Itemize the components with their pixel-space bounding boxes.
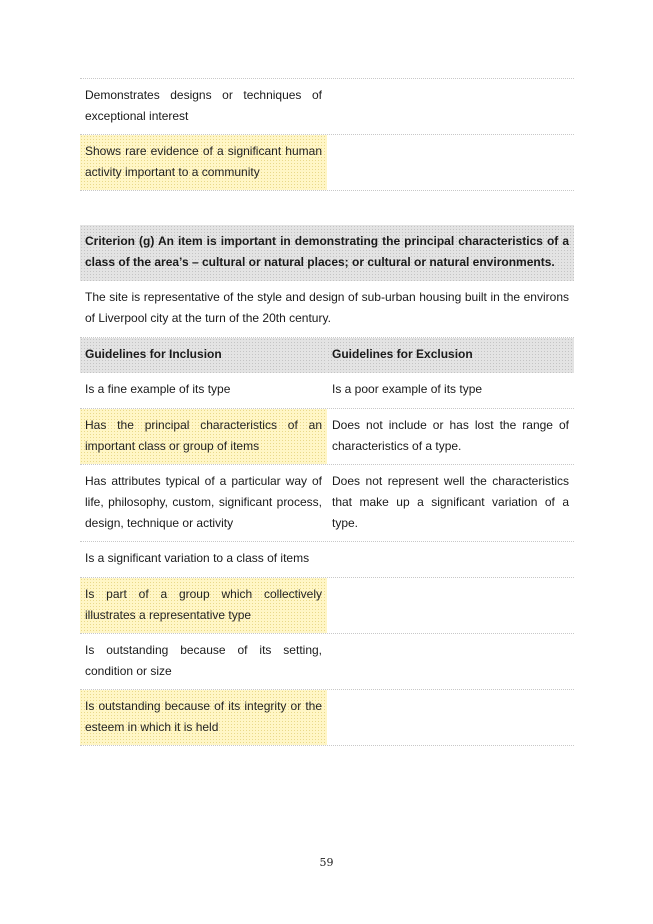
page-number: 59 <box>319 856 334 869</box>
exclusion-cell: Does not include or has lost the range of characteristics of a type. <box>332 418 569 453</box>
criterion-heading: Criterion (g) An item is important in demonstrating the principal characteristics of a class of the area’s – cultural or natural places; or cultural or natural environments. <box>80 225 574 281</box>
criterion-g-table <box>80 225 574 746</box>
table-row <box>80 79 574 135</box>
exclusion-cell: Is a poor example of its type <box>332 382 483 396</box>
table-row <box>80 465 574 542</box>
table-cell <box>327 135 574 190</box>
table-cell <box>327 79 574 134</box>
table-row <box>80 135 574 191</box>
criterion-heading-row <box>80 225 574 281</box>
inclusion-cell: Is a fine example of its type <box>85 382 231 396</box>
table-row <box>80 373 574 409</box>
table-row <box>80 634 574 690</box>
table-row <box>80 690 574 746</box>
inclusion-cell: Has the principal characteristics of an important class or group of items <box>80 409 327 464</box>
table-row <box>80 542 574 578</box>
statement-row <box>80 281 574 338</box>
guidelines-header-row <box>80 338 574 373</box>
top-table <box>80 79 574 191</box>
inclusion-cell: Is a significant variation to a class of items <box>85 551 310 565</box>
exclusion-cell: Does not represent well the characteristics that make up a significant variation of a type. <box>332 474 569 530</box>
page-content <box>80 79 574 746</box>
exclusion-cell <box>327 578 574 633</box>
exclusion-cell <box>327 634 574 689</box>
table-row <box>80 409 574 465</box>
inclusion-cell: Has attributes typical of a particular way of life, philosophy, custom, significant process, design, technique or activity <box>85 474 322 530</box>
significance-statement: The site is representative of the style and design of sub-urban housing built in the environs of Liverpool city at the turn of the 20th century. <box>85 290 569 325</box>
exclusion-header: Guidelines for Exclusion <box>327 338 574 373</box>
exclusion-cell <box>327 690 574 745</box>
exclusion-cell <box>327 542 574 577</box>
table-row <box>80 578 574 634</box>
inclusion-cell: Is part of a group which collectively illustrates a representative type <box>80 578 327 633</box>
highlighted-cell: Shows rare evidence of a significant human activity important to a community <box>80 135 327 190</box>
table-cell: Demonstrates designs or techniques of exceptional interest <box>85 88 322 123</box>
inclusion-header: Guidelines for Inclusion <box>80 338 327 373</box>
inclusion-cell: Is outstanding because of its setting, condition or size <box>85 643 322 678</box>
inclusion-cell: Is outstanding because of its integrity or the esteem in which it is held <box>80 690 327 745</box>
